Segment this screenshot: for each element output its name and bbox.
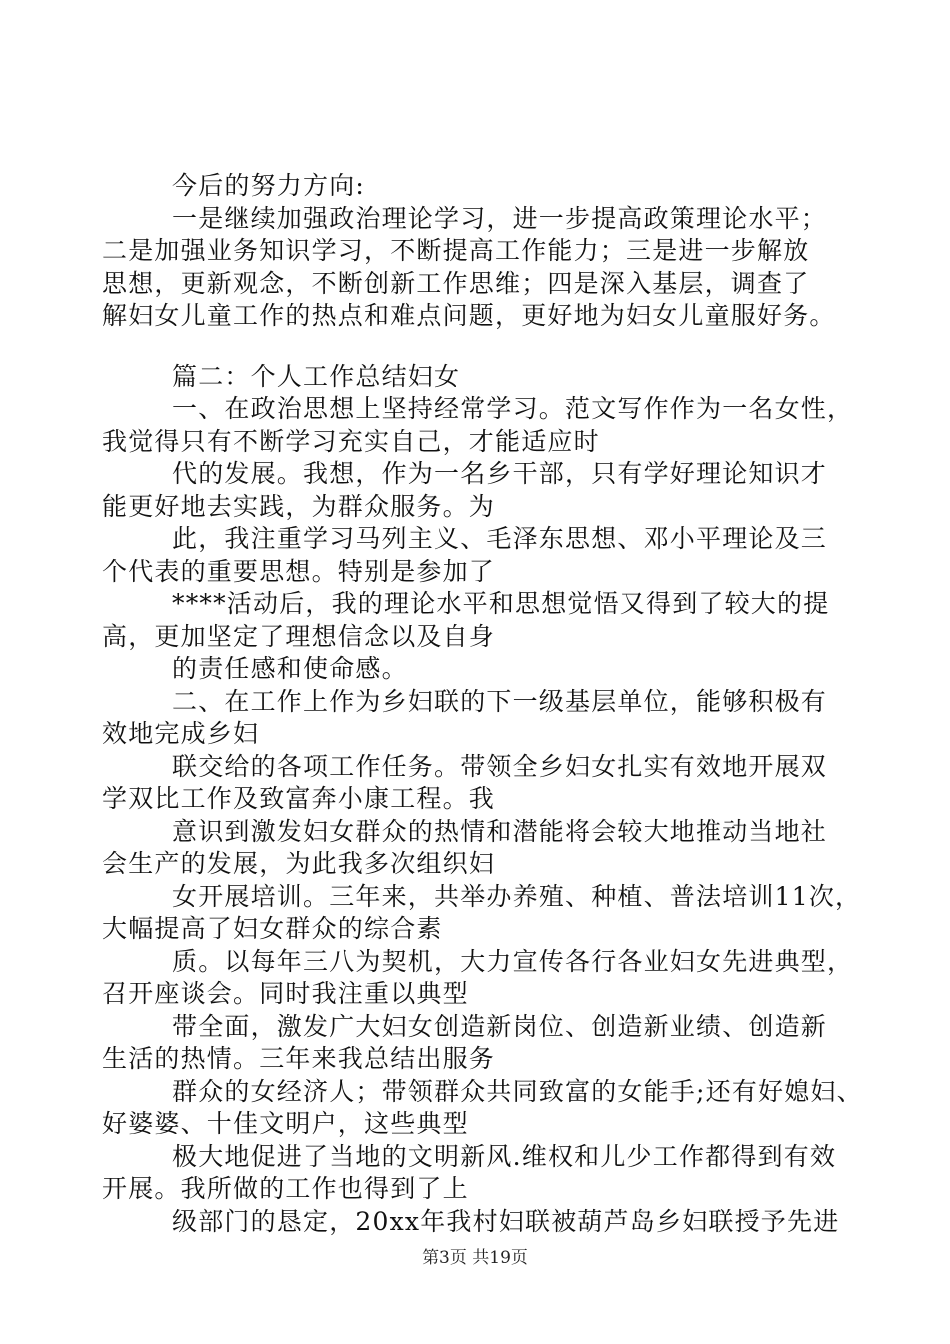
text-line: 二是加强业务知识学习，不断提高工作能力；三是进一步解放	[102, 236, 810, 265]
text-line: 代的发展。我想，作为一名乡干部，只有学好理论知识才	[172, 459, 828, 488]
paragraph	[102, 816, 842, 881]
text-line: 一、在政治思想上坚持经常学习。范文写作作为一名女性，	[172, 394, 854, 423]
paragraph	[102, 881, 862, 946]
text-line: ****活动后，我的理论水平和思想觉悟又得到了较大的提	[172, 589, 830, 618]
text-line: 极大地促进了当地的文明新风.维权和儿少工作都得到有效	[172, 1141, 837, 1171]
text-line: 召开座谈会。同时我注重以典型	[102, 979, 469, 1008]
paragraph	[102, 751, 842, 816]
paragraph	[102, 523, 842, 588]
text-line: 效地完成乡妇	[102, 719, 260, 748]
paragraph	[102, 1011, 842, 1076]
paragraph	[102, 1076, 863, 1141]
paragraph	[102, 170, 842, 203]
text-line: 此，我注重学习马列主义、毛泽东思想、邓小平理论及三	[172, 524, 828, 553]
text-line: 解妇女儿童工作的热点和难点问题，更好地为妇女儿童服好务。	[102, 301, 836, 330]
paragraph	[102, 1141, 842, 1206]
text-line: 意识到激发妇女群众的热情和潜能将会较大地推动当地社	[172, 816, 828, 846]
paragraph	[102, 458, 842, 523]
paragraph	[102, 946, 854, 1011]
text-line: 能更好地去实践，为群众服务。为	[102, 491, 496, 521]
paragraph	[102, 393, 854, 458]
text-line: 生活的热情。三年来我总结出服务	[102, 1044, 496, 1073]
text-line: 群众的女经济人；带领群众共同致富的女能手;还有好媳妇、	[172, 1076, 863, 1106]
text-line: 学双比工作及致富奔小康工程。我	[102, 784, 496, 813]
text-line: 开展。我所做的工作也得到了上	[102, 1174, 469, 1203]
text-line: 篇二：个人工作总结妇女	[172, 361, 461, 391]
paragraph	[102, 1206, 842, 1239]
paragraph	[102, 686, 842, 751]
paragraph-gap	[102, 333, 842, 361]
text-line: 会生产的发展，为此我多次组织妇	[102, 849, 496, 878]
document-body	[102, 170, 863, 1238]
page-footer: 第3页 共19页	[422, 1248, 528, 1268]
text-line: 今后的努力方向:	[172, 171, 366, 200]
text-line: 好婆婆、十佳文明户，这些典型	[102, 1109, 469, 1138]
text-line: 我觉得只有不断学习充实自己，才能适应时	[102, 426, 600, 456]
text-line: 联交给的各项工作任务。带领全乡妇女扎实有效地开展双	[172, 751, 828, 781]
text-line: 高，更加坚定了理想信念以及自身	[102, 621, 496, 651]
text-line: 大幅提高了妇女群众的综合素	[102, 914, 443, 943]
text-line: 二、在工作上作为乡妇联的下一级基层单位，能够积极有	[172, 686, 828, 716]
paragraph	[102, 653, 842, 686]
text-line: 一是继续加强政治理论学习，进一步提高政策理论水平；	[172, 203, 828, 233]
paragraph	[102, 361, 842, 394]
paragraph	[102, 203, 842, 333]
text-line: 女开展培训。三年来，共举办养殖、种植、普法培训11次，	[172, 881, 862, 911]
text-line: 个代表的重要思想。特别是参加了	[102, 556, 496, 586]
text-line: 级部门的恳定，20xx年我村妇联被葫芦岛乡妇联授予先进	[172, 1206, 840, 1236]
text-line: 的责任感和使命感。	[172, 654, 408, 683]
text-line: 质。以每年三八为契机，大力宣传各行各业妇女先进典型，	[172, 946, 854, 976]
text-line: 带全面，激发广大妇女创造新岗位、创造新业绩、创造新	[172, 1011, 828, 1041]
text-line: 思想，更新观念，不断创新工作思维；四是深入基层，调查了	[102, 268, 810, 298]
paragraph	[102, 588, 842, 653]
